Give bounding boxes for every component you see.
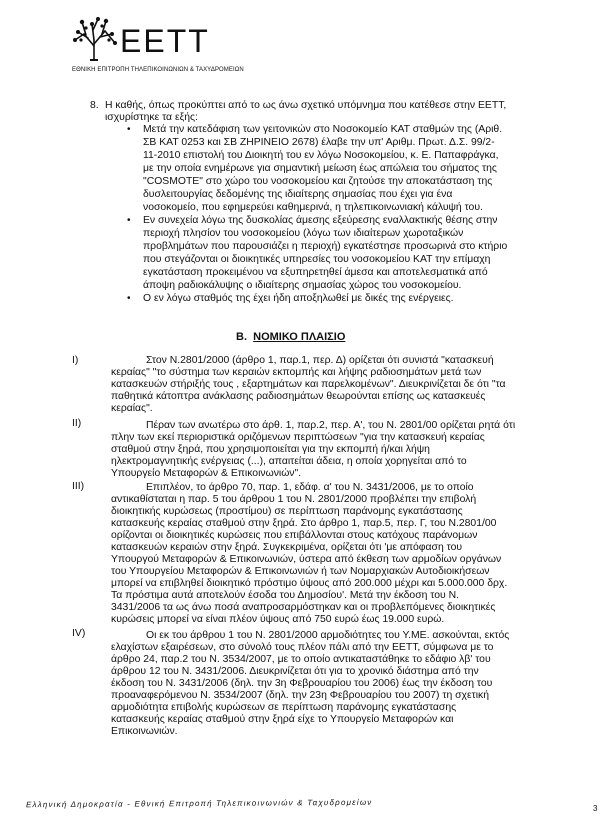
item-8-line: ισχυρίστηκε τα εξής: — [105, 112, 198, 123]
page-number: 3 — [593, 804, 598, 813]
paragraph-line: Πέραν των ανωτέρω στο άρθ. 1, παρ.2, περ. Α', του Ν. 2801/00 ορίζεται ρητά ότι — [146, 420, 516, 431]
paragraph-line: πλην των εκεί περιοριστικά οριζόμενων περιπτώσεων "για την κατασκευή κεραίας — [111, 432, 485, 443]
bullet-marker: • — [127, 293, 131, 304]
item-8-number: 8. — [90, 100, 99, 111]
section-title: ΝΟΜΙΚΟ ΠΛΑΙΣΙΟ — [253, 331, 346, 343]
logo-wordmark: ΕΕΤΤ — [120, 23, 210, 59]
paragraph-line: κυρώσεις μπορεί να είναι πλέον ύψους από 750 ευρώ έως 19.000 ευρώ. — [111, 614, 445, 625]
paragraph-line: κατασκευών κεραιών στην ξηρά. Συγκεκριμένα, ορίζεται ότι 'με απόφαση του — [111, 542, 463, 553]
bullet-2-line: περιοχή πλησίον του νοσοκομείου (λόγω των ιδιαίτερων χωροταξικών — [143, 228, 464, 239]
paragraph-line: Επικοινωνιών. — [111, 726, 178, 737]
bullet-1-line: δυσλειτουργίας δεδομένης της ιδιαίτερης σημασίας που έχει για ένα — [143, 189, 453, 200]
paragraph-line: διοικητικής κυρώσεως (προστίμου) σε περίπτωση παράνομης εγκατάστασης — [111, 506, 463, 517]
tree-logo-icon — [72, 16, 118, 62]
page-footer: Ελληνική Δημοκρατία - Εθνική Επιτροπή Τηλεπικοινωνιών & Ταχυδρομείων — [25, 797, 373, 810]
paragraph-line: αντικαθίσταται η παρ. 5 του άρθρου 1 του Ν. 2801/2000 προβλέπει την επιβολή — [111, 494, 477, 505]
bullet-2-line: εγκατάσταση προκειμένου να εξυπηρετηθεί άμεσα και αποτελεσματικά από — [143, 267, 488, 278]
paragraph-numeral: II) — [72, 418, 82, 429]
paragraph-line: κατασκευής κεραίας σταθμού στην ξηρά. Στο άρθρο 1, παρ.5, περ. Γ, του Ν.2801/00 — [111, 518, 497, 529]
paragraph-numeral: III) — [72, 481, 85, 492]
paragraph-line: κατασκευών στήριξής τους , εξαρτημάτων και παρελκομένων". Διευκρινίζεται δε ότι "τα — [111, 379, 506, 390]
paragraph-line: κεραίας". — [111, 403, 153, 414]
bullet-1-line: ΣΒ ΚΑΤ 0253 και ΣΒ ΖΗΡΙΝΕΙΟ 2678) έλαβε την υπ' Αριθμ. Πρωτ. Δ.Σ. 99/2- — [143, 137, 495, 148]
bullet-2-line: Εν συνεχεία λόγω της δυσκολίας άμεσης εξεύρεσης εναλλακτικής θέσης στην — [143, 215, 498, 226]
section-letter: Β. — [236, 331, 247, 343]
paragraph-line: ορίζονται οι διοικητικές κυρώσεις που επιβάλλονται στους κατόχους παράνομων — [111, 530, 478, 541]
paragraph-line: 3431/2006 τα ως άνω ποσά αναπροσαρμόστηκαν και οι προβλεπόμενες διοικητικές — [111, 602, 496, 613]
section-heading — [236, 331, 345, 343]
paragraph-line: άρθρο 24, παρ.2 του Ν. 3534/2007, με το οποίο αντικαταστάθηκε το εδάφιο λβ' του — [111, 654, 491, 665]
paragraph-line: Οι εκ του άρθρου 1 του Ν. 2801/2000 αρμοδιότητες του Υ.ΜΕ. ασκούνται, εκτός — [146, 630, 510, 641]
bullet-marker: • — [127, 215, 131, 226]
logo-subtitle: ΕΘΝΙΚΗ ΕΠΙΤΡΟΠΗ ΤΗΛΕΠΙΚΟΙΝΩΝΙΩΝ & ΤΑΧΥΔΡΟΜΕΙΩΝ — [72, 67, 244, 73]
bullet-2-line: άποψη ραδιοκάλυψης ο ιδιαίτερης σημασίας χώρος του νοσοκομείου. — [143, 280, 462, 291]
paragraph-line: ηλεκτρομαγνητικής ενέργειας (...), απαιτείται άδεια, η οποία χορηγείται από το — [111, 456, 467, 467]
paragraph-line: Υπουργείο Μεταφορών & Επικοινωνιών". — [111, 468, 302, 479]
paragraph-line: αρμοδιότητα επιβολής κυρώσεων σε περίπτωση παράνομης εγκατάστασης — [111, 702, 457, 713]
bullet-1-line: νοσοκομείο, που εφημερεύει καθημερινά, η τηλεπικοινωνιακή κάλυψή του. — [143, 202, 483, 213]
paragraph-line: του Υπουργείου Μεταφορών & Επικοινωνιών ή των Νομαρχιακών Αυτοδιοικήσεων — [111, 566, 490, 577]
bullet-1-line: 11-2010 επιστολή του Διοικητή του εν λόγω Νοσοκομείου, κ. Ε. Παπαφράγκα, — [143, 150, 499, 161]
paragraph-line: έκδοση του Ν. 3431/2006 (δηλ. την 3η Φεβρουαρίου του 2006) έως την έκδοση του — [111, 678, 493, 689]
bullet-2-line: προβλημάτων που παρουσιάζει η περιοχή) εγκατέστησε προσωρινά στο κτήριο — [143, 241, 508, 252]
paragraph-line: ελαχίστων εξαιρέσεων, στο σύνολό τους πλέον πάλι από την ΕΕΤΤ, σύμφωνα με το — [111, 642, 494, 653]
paragraph-line: κεραίας" "το σύστημα των κεραιών εκπομπής και λήψης ραδιοσημάτων μετά των — [111, 367, 482, 378]
paragraph-line: προαναφερόμενου Ν. 3534/2007 (δηλ. την 23η Φεβρουαρίου του 2007) τη σχετική — [111, 690, 490, 701]
paragraph-line: μπορεί να επιβληθεί διοικητικό πρόστιμο ύψους από 200.000 μέχρι και 5.000.000 δρχ. — [111, 578, 508, 589]
paragraph-line: Στον Ν.2801/2000 (άρθρο 1, παρ.1, περ. Δ) ορίζεται ότι συνιστά "κατασκευή — [146, 355, 494, 366]
item-8-line: Η καθής, όπως προκύπτει από το ως άνω σχετικό υπόμνημα που κατέθεσε στην ΕΕΤΤ, — [105, 100, 507, 111]
bullet-1-line: με την οποία ενημέρωνε για σημαντική μείωση έως απώλεια του σήματος της — [143, 163, 497, 174]
paragraph-line: Τα πρόστιμα αυτά αποτελούν έσοδα του Δημοσίου'. Μετά την έκδοση του Ν. — [111, 590, 459, 601]
paragraph-line: σταθμού στην ξηρά, που χρησιμοποιείται για την εκπομπή ή/και λήψη — [111, 444, 430, 455]
bullet-1-line: Μετά την κατεδάφιση των γειτονικών στο Νοσοκομείο ΚΑΤ σταθμών της (Αριθ. — [143, 124, 503, 135]
paragraph-numeral: IV) — [72, 628, 86, 639]
paragraph-line: άρθρου 12 του Ν. 3431/2006. Διευκρινίζεται ότι για το χρονικό διάστημα από την — [111, 666, 479, 677]
paragraph-line: Επιπλέον, το άρθρο 70, παρ. 1, εδάφ. α' του Ν. 3431/2006, με το οποίο — [146, 482, 474, 493]
eett-logo — [72, 14, 282, 76]
paragraph-line: κατασκευής κεραίας σταθμού στην ξηρά είχε το Υπουργείο Μεταφορών και — [111, 714, 454, 725]
paragraph-line: Υπουργού Μεταφορών & Επικοινωνιών, ύστερα από έκθεση των αρμοδίων οργάνων — [111, 554, 502, 565]
paragraph-line: παθητικά κάτοπτρα ανάκλασης ραδιοσημάτων θεωρούνται επίσης ως κατασκευές — [111, 391, 486, 402]
bullet-3-line: Ο εν λόγω σταθμός της έχει ήδη αποξηλωθεί με δικές της ενέργειες. — [143, 293, 454, 304]
paragraph-numeral: I) — [72, 355, 79, 366]
bullet-2-line: που στεγάζονται οι διοικητικές υπηρεσίες του νοσοκομείου ΚΑΤ την επίμαχη — [143, 254, 491, 265]
bullet-1-line: "COSMOTE" στο χώρο του νοσοκομείου και ζητούσε την αποκατάσταση της — [143, 176, 493, 187]
bullet-marker: • — [127, 124, 131, 135]
